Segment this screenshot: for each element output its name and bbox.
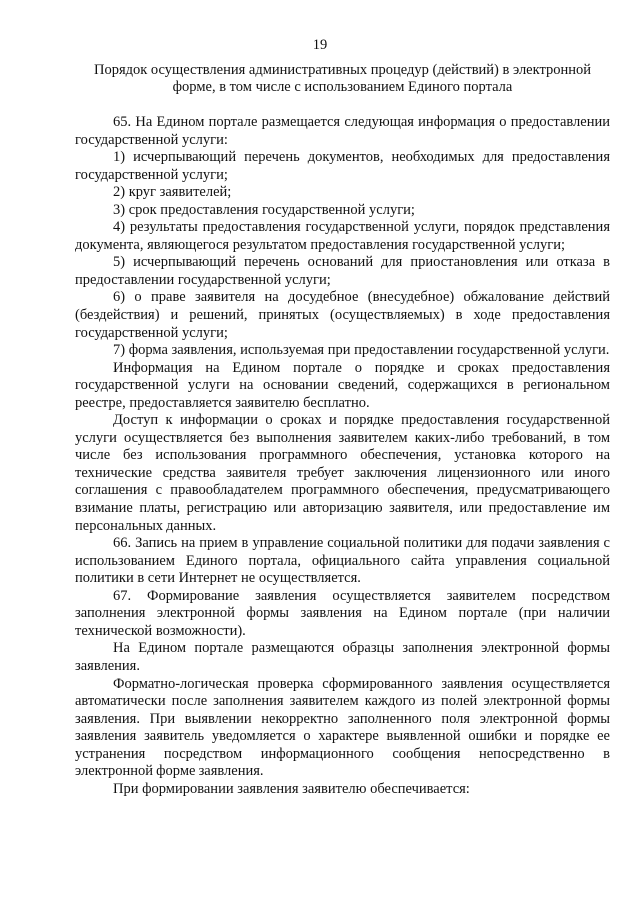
list-item-5: 5) исчерпывающий перечень оснований для приостановления или отказа в предоставлении государственной услуги; xyxy=(75,254,610,288)
paragraph-samples: На Едином портале размещаются образцы заполнения электронной формы заявления. xyxy=(75,640,610,674)
paragraph-info-free: Информация на Едином портале о порядке и сроках предоставления государственной услуги на основании сведений, содержащихся в региональном реестре, предоставляется заявителю бесплатно. xyxy=(75,359,610,411)
section-heading: Порядок осуществления административных процедур (действий) в электронной форме, в том числе с использованием Единого портала xyxy=(93,62,592,96)
list-item-7: 7) форма заявления, используемая при предоставлении государственной услуги. xyxy=(113,342,610,359)
list-item-4: 4) результаты предоставления государственной услуги, порядок представления документа, являющегося результатом предоставления государственной услуги; xyxy=(75,219,610,253)
list-item-1: 1) исчерпывающий перечень документов, необходимых для предоставления государственной услуги; xyxy=(75,149,610,183)
page-number: 19 xyxy=(312,37,328,53)
paragraph-validation: Форматно-логическая проверка сформированного заявления осуществляется автоматически после заполнения заявителем каждого из полей электронной формы заявления. При выявлении некорректно заполненного поля электронной формы заявления заявитель уведомляется о характере выявленной ошибки и порядке ее устранения посредством информационного сообщения непосредственно в электронной форме заявления. xyxy=(75,675,610,780)
list-item-6: 6) о праве заявителя на досудебное (внесудебное) обжалование действий (бездействия) и решений, принятых (осуществляемых) в ходе предоставления государственной услуги; xyxy=(75,289,610,341)
paragraph-forming: При формировании заявления заявителю обеспечивается: xyxy=(113,780,470,797)
paragraph-access: Доступ к информации о сроках и порядке предоставления государственной услуги осуществляется без выполнения заявителем каких-либо требований, в том числе без использования программного обеспечения, установка которого на технические средства заявителя требует заключения лицензионного или иного соглашения с правообладателем программного обеспечения, предусматривающего взимание платы, регистрацию или авторизацию заявителя, или предоставление им персональных данных. xyxy=(75,412,610,534)
paragraph-item-65: 65. На Едином портале размещается следующая информация о предоставлении государственной услуги: xyxy=(75,114,610,148)
paragraph-item-67: 67. Формирование заявления осуществляется заявителем посредством заполнения электронной формы заявления на Едином портале (при наличии технической возможности). xyxy=(75,587,610,639)
document-body xyxy=(75,114,610,798)
paragraph-item-66: 66. Запись на прием в управление социальной политики для подачи заявления с использованием Единого портала, официального сайта управления социальной политики в сети Интернет не осуществляется. xyxy=(75,535,610,587)
list-item-2: 2) круг заявителей; xyxy=(113,184,232,201)
list-item-3: 3) срок предоставления государственной услуги; xyxy=(113,201,415,218)
